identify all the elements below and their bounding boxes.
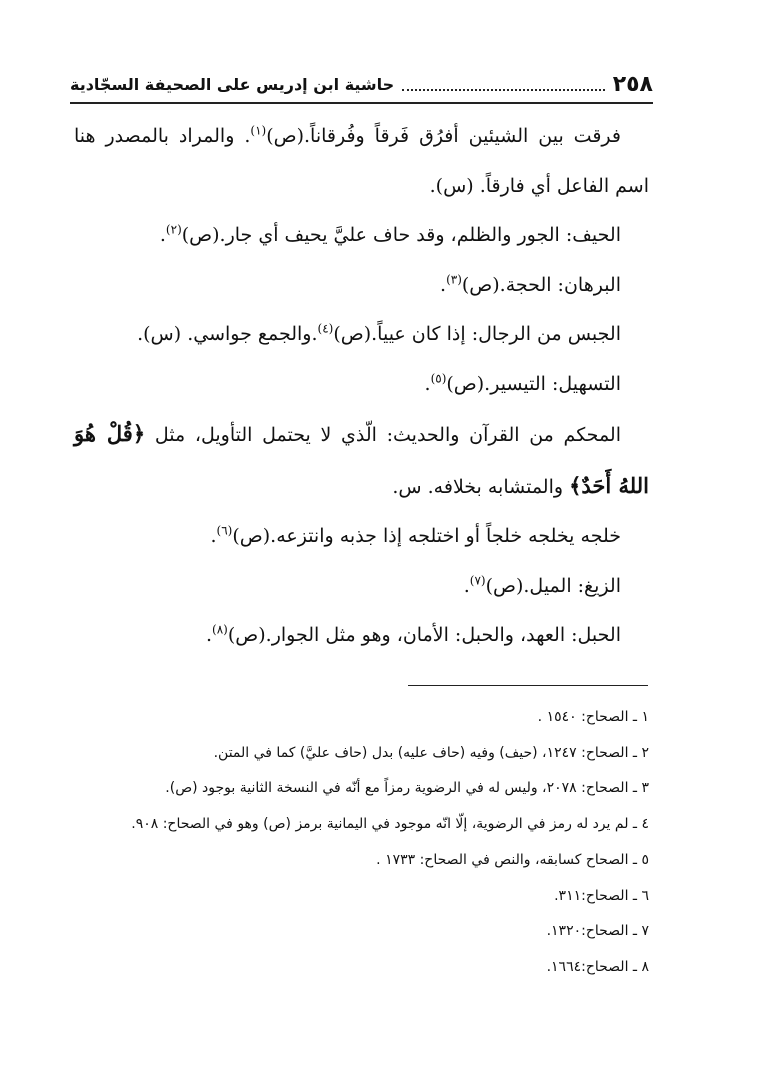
paragraph-tail: . — [463, 574, 470, 597]
paragraph-tail: والمتشابه بخلافه. س. — [392, 475, 564, 498]
paragraph-text: البرهان: الحجة.(ص) — [461, 273, 621, 296]
paragraph-text: الزيغ: الميل.(ص) — [485, 574, 621, 597]
footnote-ref-5: (٥) — [430, 371, 447, 386]
footnote-3: ٣ ـ الصحاح: ٢٠٧٨، وليس له في الرضوية رمزاً مع أنّه في النسخة الثانية بوجود (ص). — [165, 780, 649, 797]
footnote-8: ٨ ـ الصحاح:١٦٦٤. — [546, 958, 649, 975]
header-rule — [70, 102, 653, 104]
main-text — [74, 112, 649, 672]
footnote-7: ٧ ـ الصحاح:١٣٢٠. — [546, 923, 649, 940]
paragraph-hayf — [74, 211, 649, 261]
footnote-ref-2: (٢) — [165, 222, 182, 237]
footnote-6: ٦ ـ الصحاح:٣١١. — [554, 887, 649, 904]
paragraph-khalaja — [74, 512, 649, 562]
paragraph-tail: . — [205, 624, 213, 646]
paragraph-jibs — [74, 310, 649, 360]
footnote-4: ٤ ـ لم يرد له رمز في الرضوية، إلّا انّه موجود في اليمانية برمز (ص) وهو في الصحاح: ٩٠٨. — [131, 816, 649, 833]
paragraph-text: الجبس من الرجال: إذا كان عيياً.(ص) — [333, 323, 621, 345]
paragraph-text: خلجه يخلجه خلجاً أو اختلجه إذا جذبه وانتزعه.(ص) — [232, 525, 621, 547]
paragraph-zaygh — [74, 562, 649, 612]
paragraph-tashil — [74, 360, 649, 410]
footnote-ref-4: (٤) — [317, 321, 334, 336]
running-header — [70, 62, 653, 98]
footnote-ref-1: (١) — [250, 123, 267, 138]
paragraph-tail: . — [210, 525, 217, 547]
running-title: حاشية ابن إدريس على الصحيفة السجّادية — [70, 75, 395, 94]
footnotes — [100, 700, 649, 1000]
paragraph-text: المحكم من القرآن والحديث: الّذي لا يحتمل التأويل، مثل — [154, 424, 621, 446]
paragraph-text: فرقت بين الشيئين أفرُق فَرقاً وفُرقاناً.(ص) — [266, 125, 621, 147]
paragraph-text: الحيف: الجور والظلم، وقد حاف عليَّ يحيف أي جار.(ص) — [181, 224, 621, 246]
paragraph-tail: . — [424, 372, 431, 395]
paragraph-muhkam — [74, 409, 649, 512]
paragraph-tail: . — [440, 273, 447, 296]
paragraph-tail: . — [159, 224, 166, 246]
footnote-ref-6: (٦) — [216, 523, 233, 538]
footnote-separator — [408, 685, 648, 686]
paragraph-burhan — [74, 261, 649, 311]
paragraph-text: التسهيل: التيسير.(ص) — [446, 372, 621, 395]
paragraph-text-continued: . والمراد بالمصدر هنا اسم الفاعل أي فارقاً. (س). — [74, 125, 649, 197]
footnote-ref-8: (٨) — [212, 622, 228, 637]
paragraph-text: الحبل: العهد، والحبل: الأمان، وهو مثل الجوار.(ص) — [227, 624, 621, 646]
header-dot-leader — [402, 89, 605, 91]
footnote-ref-7: (٧) — [469, 573, 486, 588]
paragraph-habl — [74, 611, 649, 661]
footnote-2: ٢ ـ الصحاح: ١٢٤٧، (حيف) وفيه (حاف عليه) بدل (حاف عليَّ) كما في المتن. — [213, 744, 649, 761]
paragraph-faraq — [74, 112, 649, 211]
footnote-5: ٥ ـ الصحاح كسابقه، والنص في الصحاح: ١٧٣٣ . — [376, 851, 649, 868]
page-number: ٢٥٨ — [612, 72, 653, 97]
paragraph-tail: .والجمع جواسي. (س). — [137, 323, 318, 345]
quran-verse: ﴿قُلْ هُوَ اللهُ أَحَدٌ﴾ — [74, 421, 649, 498]
footnote-ref-3: (٣) — [446, 272, 462, 287]
footnote-1: ١ ـ الصحاح: ١٥٤٠ . — [537, 709, 649, 725]
